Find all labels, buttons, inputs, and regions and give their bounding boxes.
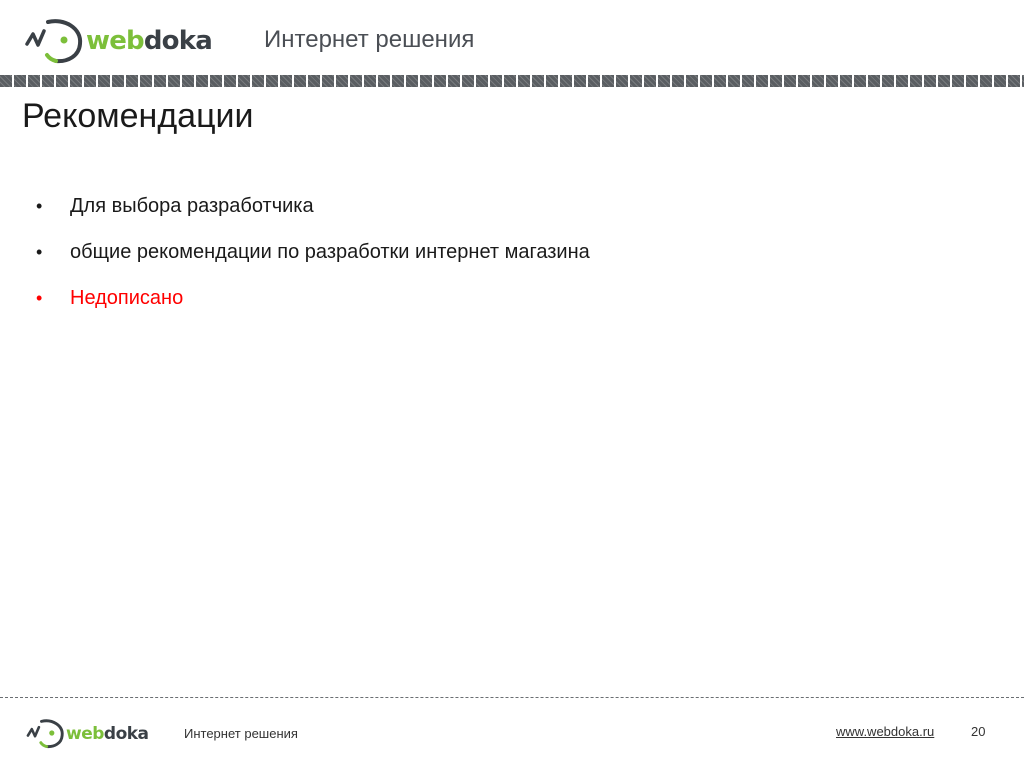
webdoka-logo-icon [24, 14, 86, 66]
logo-wordmark: webdoka [66, 723, 149, 744]
bullet-marker: • [36, 196, 43, 216]
footer-divider [0, 697, 1024, 698]
bullet-item [36, 192, 590, 238]
bullet-list [36, 192, 590, 330]
bullet-item-highlighted [36, 284, 590, 330]
footer-tagline: Интернет решения [184, 726, 298, 741]
logo-wordmark: webdoka [86, 26, 212, 56]
footer-logo [26, 716, 149, 750]
bullet-text: общие рекомендации по разработки интернет магазина [70, 241, 590, 263]
slide-title: Рекомендации [22, 97, 254, 135]
page-number: 20 [971, 724, 986, 739]
header-logo [24, 14, 212, 66]
bullet-item [36, 238, 590, 284]
bullet-marker: • [36, 242, 43, 262]
bullet-text: Для выбора разработчика [70, 195, 314, 217]
bullet-marker: • [36, 288, 43, 308]
header-divider-stripe [0, 74, 1024, 88]
webdoka-logo-icon [26, 716, 66, 750]
footer-website-link[interactable]: www.webdoka.ru [836, 724, 935, 739]
bullet-text: Недописано [70, 287, 184, 309]
header-tagline: Интернет решения [264, 26, 475, 53]
